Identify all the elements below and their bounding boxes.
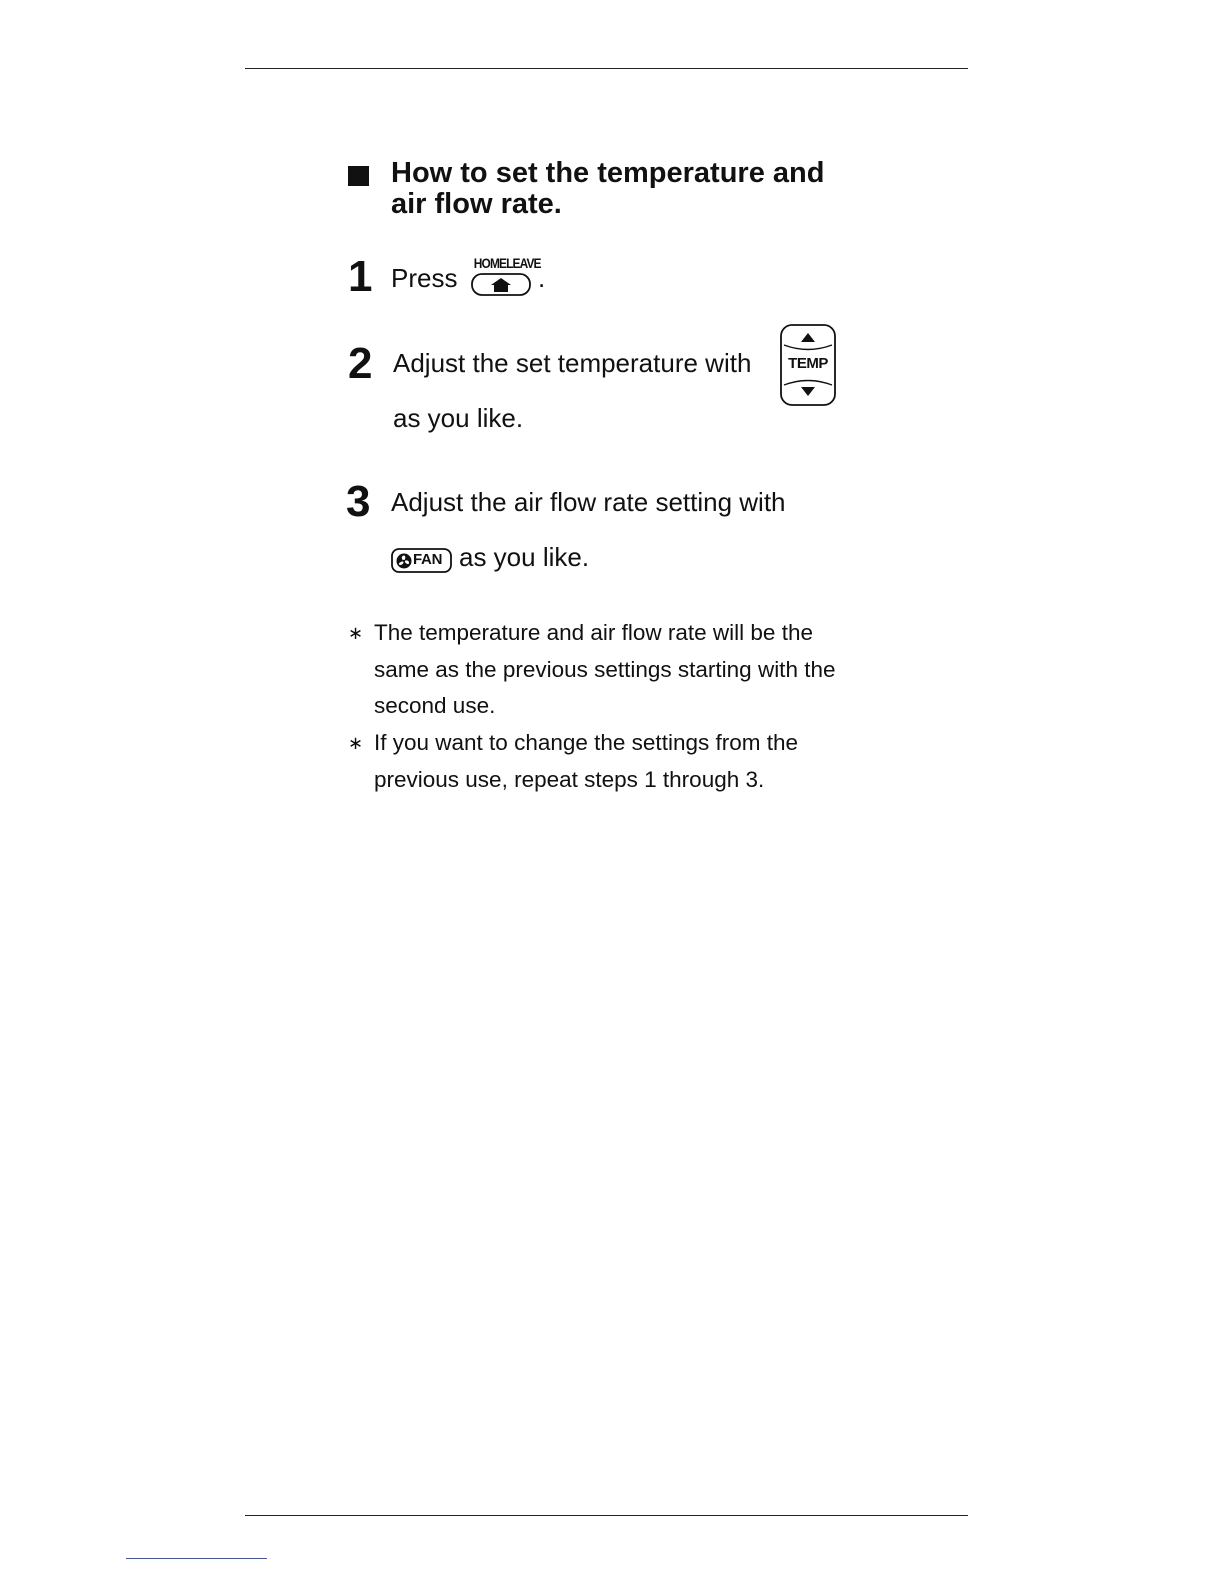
step-3-text-continued: as you like.	[459, 542, 590, 572]
note-2-text: If you want to change the settings from the previous use, repeat steps 1 through 3.	[374, 730, 798, 792]
bullet-square-icon	[348, 166, 369, 186]
temp-label: TEMP	[788, 355, 828, 372]
fan-label: FAN	[413, 551, 443, 568]
triangle-up-icon	[779, 329, 837, 349]
step-1-period: .	[538, 263, 546, 293]
fan-button	[391, 548, 452, 573]
temp-button	[779, 323, 837, 407]
home-icon	[471, 273, 531, 297]
asterisk-icon: ∗	[348, 623, 364, 643]
homeleave-label: HOMELEAVE	[473, 255, 541, 271]
homeleave-button	[469, 255, 541, 299]
triangle-down-icon	[779, 382, 837, 402]
step-number-2: 2	[348, 339, 373, 388]
step-2-text: Adjust the set temperature with	[393, 348, 752, 378]
top-rule	[245, 68, 968, 69]
step-number-3: 3	[346, 477, 371, 526]
step-1-text: Press	[391, 263, 458, 293]
section-title: How to set the temperature and air flow rate.	[391, 157, 825, 220]
note-1-text: The temperature and air flow rate will be the same as the previous settings starting with the second use.	[374, 620, 836, 718]
footer-link-underline	[126, 1558, 267, 1559]
step-number-1: 1	[348, 252, 373, 301]
step-3-text: Adjust the air flow rate setting with	[391, 487, 786, 517]
fan-icon	[396, 553, 412, 569]
step-2-text-continued: as you like.	[393, 403, 524, 433]
bottom-rule	[245, 1515, 968, 1516]
asterisk-icon: ∗	[348, 733, 364, 753]
